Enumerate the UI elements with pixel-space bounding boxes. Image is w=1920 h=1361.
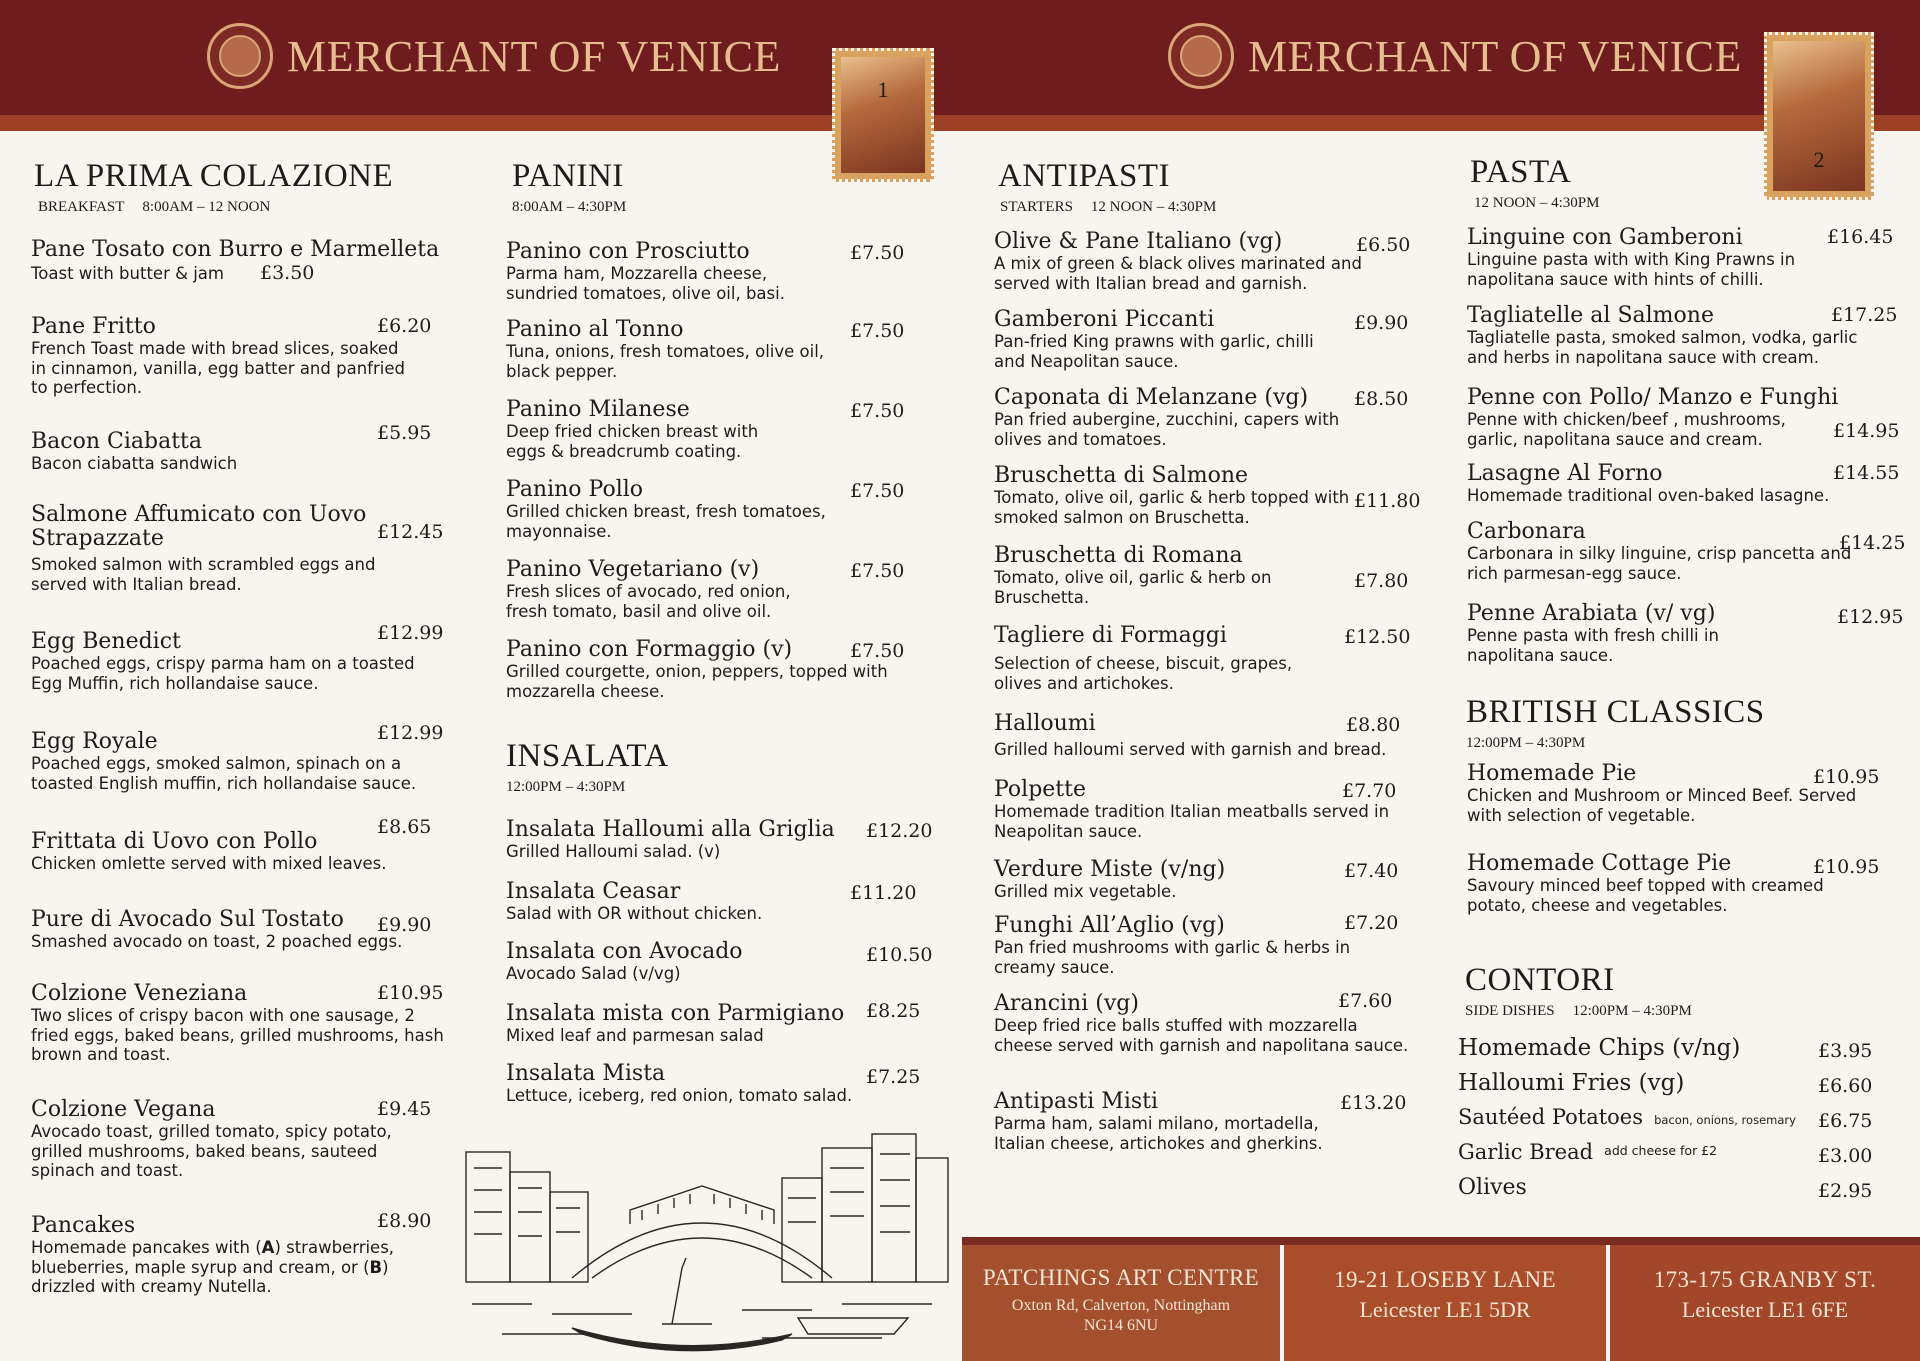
item-name: Bacon Ciabatta <box>31 429 202 454</box>
header-stripe <box>0 115 1920 131</box>
section-subtitle: STARTERS 12 NOON – 4:30PM <box>1000 199 1217 215</box>
item-name: Salmone Affumicato con Uovo Strapazzate <box>31 502 367 552</box>
location-name: 19-21 LOSEBY LANE <box>1334 1267 1556 1292</box>
panini-section <box>512 160 912 216</box>
item-price: £7.50 <box>850 242 905 264</box>
brand-right <box>1168 22 1742 90</box>
pasta-section <box>1470 156 1870 212</box>
item-price: £8.50 <box>1354 388 1409 410</box>
item-description: Lettuce, iceberg, red onion, tomato salad. <box>506 1086 853 1106</box>
menu-item <box>506 1002 936 1046</box>
menu-item <box>994 544 1434 607</box>
item-description: Grilled courgette, onion, peppers, topped with mozzarella cheese. <box>506 662 888 701</box>
menu-item <box>1458 1176 1878 1211</box>
british-classics-section <box>1466 696 1886 752</box>
section-title: LA PRIMA COLAZIONE <box>34 158 394 194</box>
item-name: Sautéed Potatoes <box>1458 1105 1644 1129</box>
item-description: Pan fried aubergine, zucchini, capers with olives and tomatoes. <box>994 410 1340 449</box>
item-name: Caponata di Melanzane (vg) <box>994 385 1309 410</box>
item-price: £10.95 <box>377 982 444 1004</box>
item-name: Bruschetta di Salmone <box>994 463 1249 488</box>
breakfast-section <box>34 160 444 216</box>
location-address: Oxton Rd, Calverton, Nottingham <box>1011 1297 1231 1314</box>
menu-item <box>1458 1106 1878 1141</box>
item-description: Poached eggs, smoked salmon, spinach on a toasted English muffin, rich hollandaise sauce. <box>31 754 417 793</box>
item-description: Bacon ciabatta sandwich <box>31 454 238 474</box>
item-name: Pancakes <box>31 1213 136 1238</box>
item-price: £6.50 <box>1356 234 1411 256</box>
menu-item <box>994 1090 1434 1153</box>
menu-item <box>31 982 461 1065</box>
menu-item <box>506 818 936 862</box>
menu-item <box>31 1098 451 1181</box>
section-subtitle: SIDE DISHES 12:00PM – 4:30PM <box>1465 1003 1692 1019</box>
item-description: Mixed leaf and parmesan salad <box>506 1026 764 1046</box>
location-granby-st <box>1610 1245 1920 1361</box>
item-price: £9.90 <box>1354 312 1409 334</box>
item-price: £6.75 <box>1818 1110 1873 1132</box>
item-description: Selection of cheese, biscuit, grapes, olives and artichokes. <box>994 654 1293 693</box>
item-price: £8.80 <box>1346 714 1401 736</box>
item-price: £9.90 <box>377 914 432 936</box>
item-name: Insalata con Avocado <box>506 939 743 964</box>
item-price: £8.65 <box>377 816 432 838</box>
location-patchings <box>962 1245 1280 1361</box>
location-name: PATCHINGS ART CENTRE <box>982 1265 1260 1290</box>
insalata-section <box>506 740 906 796</box>
item-price: £12.95 <box>1837 606 1904 628</box>
section-title: PASTA <box>1470 154 1572 190</box>
location-address: Leicester LE1 5DR <box>1359 1297 1531 1322</box>
item-name: Insalata Ceasar <box>506 879 681 904</box>
section-title: PANINI <box>512 158 624 194</box>
item-name: Panino con Prosciutto <box>506 239 750 264</box>
item-description: Pan fried mushrooms with garlic & herbs in creamy sauce. <box>994 938 1351 977</box>
menu-item <box>31 503 451 594</box>
item-price: £14.25 <box>1839 532 1906 554</box>
footer-border <box>962 1237 1920 1245</box>
item-name: Funghi All’Aglio (vg) <box>994 913 1225 938</box>
item-description: Smoked salmon with scrambled eggs and served with Italian bread. <box>31 555 376 594</box>
item-price: £7.50 <box>850 640 905 662</box>
menu-item <box>506 638 906 701</box>
menu-item <box>506 940 936 984</box>
item-name: Frittata di Uovo con Pollo <box>31 829 318 854</box>
location-postcode: NG14 6NU <box>1083 1317 1159 1334</box>
item-description: Homemade pancakes with (A) strawberries, blueberries, maple syrup and cream, or (B) drizzled with creamy Nutella. <box>31 1238 395 1297</box>
menu-item <box>994 914 1434 977</box>
item-price: £12.20 <box>866 820 933 842</box>
item-price: £12.99 <box>377 722 444 744</box>
item-description: Avocado toast, grilled tomato, spicy potato, grilled mushrooms, baked beans, sauteed spinach and toast. <box>31 1122 392 1181</box>
item-name: Penne Arabiata (v/ vg) <box>1467 601 1716 626</box>
rialto-bridge-illustration <box>462 1128 950 1361</box>
section-title: INSALATA <box>506 738 669 774</box>
item-price: £9.45 <box>377 1098 432 1120</box>
item-price: £11.20 <box>850 882 917 904</box>
menu-item <box>506 398 906 461</box>
shakespeare-logo-icon <box>1168 23 1234 89</box>
item-name: Panino con Formaggio (v) <box>506 637 793 662</box>
item-price: £7.70 <box>1342 780 1397 802</box>
item-price: £7.40 <box>1344 860 1399 882</box>
item-name: Tagliatelle al Salmone <box>1467 303 1714 328</box>
item-name: Insalata Mista <box>506 1061 666 1086</box>
menu-item <box>1467 520 1907 583</box>
item-name: Arancini (vg) <box>994 991 1139 1016</box>
menu-item <box>506 318 906 381</box>
item-name: Penne con Pollo/ Manzo e Funghi <box>1467 385 1839 410</box>
menu-item <box>994 712 1434 760</box>
menu-item <box>31 908 451 952</box>
item-name: Panino Pollo <box>506 477 644 502</box>
item-price: £7.50 <box>850 560 905 582</box>
item-name: Garlic Bread <box>1458 1140 1594 1164</box>
menu-item <box>994 464 1434 527</box>
item-name: Egg Royale <box>31 729 158 754</box>
item-name: Insalata mista con Parmigiano <box>506 1001 845 1026</box>
item-name: Olive & Pane Italiano (vg) <box>994 229 1283 254</box>
item-name: Homemade Pie <box>1467 761 1637 786</box>
menu-item <box>994 778 1434 841</box>
item-price: £13.20 <box>1340 1092 1407 1114</box>
item-name: Olives <box>1458 1175 1527 1200</box>
shakespeare-logo-icon <box>207 23 273 89</box>
item-price: £7.50 <box>850 400 905 422</box>
menu-item <box>31 1210 451 1297</box>
item-name: Tagliere di Formaggi <box>994 623 1227 648</box>
item-name: Colzione Veneziana <box>31 981 248 1006</box>
item-price: £12.45 <box>377 521 444 543</box>
item-name: Halloumi Fries (vg) <box>1458 1070 1685 1096</box>
item-name: Pane Fritto <box>31 314 156 339</box>
item-description: Poached eggs, crispy parma ham on a toasted Egg Muffin, rich hollandaise sauce. <box>31 654 415 693</box>
item-price: £14.95 <box>1833 420 1900 442</box>
item-description: Homemade tradition Italian meatballs served in Neapolitan sauce. <box>994 802 1390 841</box>
item-name: Bruschetta di Romana <box>994 543 1243 568</box>
item-name: Panino al Tonno <box>506 317 684 342</box>
item-price: £7.25 <box>866 1066 921 1088</box>
page-number: 2 <box>1813 147 1825 172</box>
item-description: Chicken and Mushroom or Minced Beef. Served with selection of vegetable. <box>1467 786 1857 825</box>
item-description: Avocado Salad (v/vg) <box>506 964 681 984</box>
item-name: Gamberoni Piccanti <box>994 307 1215 332</box>
item-name: Panino Milanese <box>506 397 690 422</box>
item-description: Parma ham, salami milano, mortadella, Italian cheese, artichokes and gherkins. <box>994 1114 1323 1153</box>
menu-item <box>1467 852 1907 915</box>
item-description: Grilled mix vegetable. <box>994 882 1177 902</box>
item-description: A mix of green & black olives marinated and served with Italian bread and garnish. <box>994 254 1362 293</box>
menu-item <box>994 230 1434 293</box>
menu-item <box>31 422 451 474</box>
menu-item <box>1467 304 1907 367</box>
item-name: Homemade Cottage Pie <box>1467 851 1732 876</box>
item-price: £11.80 <box>1354 490 1421 512</box>
item-price: £3.50 <box>259 262 315 285</box>
item-description: Chicken omlette served with mixed leaves. <box>31 854 387 874</box>
menu-item <box>994 992 1434 1055</box>
item-price: £12.99 <box>377 622 444 644</box>
item-description: Pan-fried King prawns with garlic, chilli and Neapolitan sauce. <box>994 332 1314 371</box>
item-name: Antipasti Misti <box>994 1089 1159 1114</box>
item-description: Tomato, olive oil, garlic & herb topped with smoked salmon on Bruschetta. <box>994 488 1350 527</box>
item-description: Tagliatelle pasta, smoked salmon, vodka, garlic and herbs in napolitana sauce with cream. <box>1467 328 1858 367</box>
menu-item <box>1467 226 1907 289</box>
menu-item <box>31 816 451 874</box>
menu-item <box>994 308 1434 371</box>
item-name: Lasagne Al Forno <box>1467 461 1663 486</box>
item-description: Linguine pasta with with King Prawns in napolitana sauce with hints of chilli. <box>1467 250 1796 289</box>
item-description: Salad with OR without chicken. <box>506 904 763 924</box>
item-name: Verdure Miste (v/ng) <box>994 857 1226 882</box>
item-description: Smashed avocado on toast, 2 poached eggs. <box>31 932 403 952</box>
section-subtitle: 12:00PM – 4:30PM <box>506 779 626 795</box>
item-price: £10.95 <box>1813 766 1880 788</box>
item-price: £7.60 <box>1338 990 1393 1012</box>
item-name: Linguine con Gamberoni <box>1467 225 1743 250</box>
item-name: Colzione Vegana <box>31 1097 216 1122</box>
section-subtitle: 12:00PM – 4:30PM <box>1466 735 1586 751</box>
item-description: Penne pasta with fresh chilli in napolitana sauce. <box>1467 626 1719 665</box>
menu-item <box>994 386 1434 449</box>
item-description: Tuna, onions, fresh tomatoes, olive oil, black pepper. <box>506 342 825 381</box>
item-description: Grilled chicken breast, fresh tomatoes, mayonnaise. <box>506 502 826 541</box>
item-price: £6.20 <box>377 315 432 337</box>
item-price: £7.50 <box>850 320 905 342</box>
item-description: Two slices of crispy bacon with one sausage, 2 fried eggs, baked beans, grilled mushrooms, hash brown and toast. <box>31 1006 444 1065</box>
item-price: £8.25 <box>866 1000 921 1022</box>
item-name: Insalata Halloumi alla Griglia <box>506 817 835 842</box>
item-description: Deep fried chicken breast with eggs & breadcrumb coating. <box>506 422 759 461</box>
item-description: Fresh slices of avocado, red onion, fresh tomato, basil and olive oil. <box>506 582 791 621</box>
item-price: £6.60 <box>1818 1075 1873 1097</box>
menu-item <box>1458 1036 1878 1071</box>
item-name: Panino Vegetariano (v) <box>506 557 760 582</box>
location-address: Leicester LE1 6FE <box>1681 1297 1849 1322</box>
item-price: £2.95 <box>1818 1180 1873 1202</box>
menu-item <box>31 622 451 693</box>
item-price: £3.95 <box>1818 1040 1873 1062</box>
item-price: £10.50 <box>866 944 933 966</box>
menu-item <box>1458 1071 1878 1106</box>
location-loseby-lane <box>1284 1245 1606 1361</box>
item-name: Pane Tosato con Burro e Marmelleta <box>31 237 440 262</box>
item-description: Homemade traditional oven-baked lasagne. <box>1467 486 1830 506</box>
location-name: 173-175 GRANBY ST. <box>1653 1267 1877 1292</box>
menu-item <box>994 624 1434 693</box>
item-price: £16.45 <box>1827 226 1894 248</box>
item-name: Carbonara <box>1467 519 1586 544</box>
item-price: £12.50 <box>1344 626 1411 648</box>
item-name: Pure di Avocado Sul Tostato <box>31 907 344 932</box>
section-subtitle: BREAKFAST 8:00AM – 12 NOON <box>38 199 271 215</box>
item-price: £14.55 <box>1833 462 1900 484</box>
section-subtitle: 8:00AM – 4:30PM <box>512 199 627 215</box>
item-name: Homemade Chips (v/ng) <box>1458 1035 1741 1061</box>
item-description: French Toast made with bread slices, soaked in cinnamon, vanilla, egg batter and panfried to perfection. <box>31 339 405 398</box>
item-description: Grilled Halloumi salad. (v) <box>506 842 721 862</box>
item-note: add cheese for £2 <box>1604 1143 1718 1158</box>
item-price: £3.00 <box>1818 1145 1873 1167</box>
section-title: BRITISH CLASSICS <box>1466 694 1765 730</box>
menu-item <box>31 238 451 285</box>
section-subtitle: 12 NOON – 4:30PM <box>1474 195 1600 211</box>
item-price: £7.20 <box>1344 912 1399 934</box>
menu-item <box>1467 462 1907 506</box>
section-title: ANTIPASTI <box>998 158 1170 194</box>
menu-item <box>506 1062 936 1106</box>
section-title: CONTORI <box>1465 962 1615 998</box>
menu-item <box>994 858 1434 902</box>
item-description: Savoury minced beef topped with creamed potato, cheese and vegetables. <box>1467 876 1824 915</box>
item-description: Grilled halloumi served with garnish and bread. <box>994 740 1387 760</box>
menu-item <box>506 880 936 924</box>
brand-title: MERCHANT OF VENICE <box>287 31 781 81</box>
menu-item <box>31 722 461 793</box>
menu-item <box>1467 762 1907 825</box>
menu-item <box>31 315 451 398</box>
contori-list <box>1458 1036 1878 1211</box>
item-description: Carbonara in silky linguine, crisp pancetta and rich parmesan-egg sauce. <box>1467 544 1852 583</box>
menu-item <box>506 478 906 541</box>
item-name: Egg Benedict <box>31 629 181 654</box>
item-price: £8.90 <box>377 1210 432 1232</box>
brand-left <box>207 22 781 90</box>
item-price: £7.50 <box>850 480 905 502</box>
brand-title: MERCHANT OF VENICE <box>1248 31 1742 81</box>
item-description: Penne with chicken/beef , mushrooms, garlic, napolitana sauce and cream. <box>1467 410 1786 449</box>
item-name: Polpette <box>994 777 1086 802</box>
page-number: 1 <box>877 77 889 102</box>
item-note: bacon, onions, rosemary <box>1654 1113 1796 1127</box>
item-price: £5.95 <box>377 422 432 444</box>
menu-item <box>1467 386 1907 449</box>
item-price: £10.95 <box>1813 856 1880 878</box>
item-price: £17.25 <box>1831 304 1898 326</box>
item-description: Toast with butter & jam £3.50 <box>31 262 315 285</box>
item-description: Parma ham, Mozzarella cheese, sundried tomatoes, olive oil, basi. <box>506 264 785 303</box>
item-description: Tomato, olive oil, garlic & herb on Bruschetta. <box>994 568 1272 607</box>
menu-item <box>1467 602 1907 665</box>
item-description: Deep fried rice balls stuffed with mozzarella cheese served with garnish and napolitana sauce. <box>994 1016 1409 1055</box>
menu-item <box>506 240 906 303</box>
antipasti-section <box>998 160 1398 216</box>
menu-item <box>1458 1141 1878 1176</box>
item-name: Halloumi <box>994 711 1096 736</box>
menu-item <box>506 558 906 621</box>
contori-section <box>1465 964 1865 1020</box>
item-price: £7.80 <box>1354 570 1409 592</box>
